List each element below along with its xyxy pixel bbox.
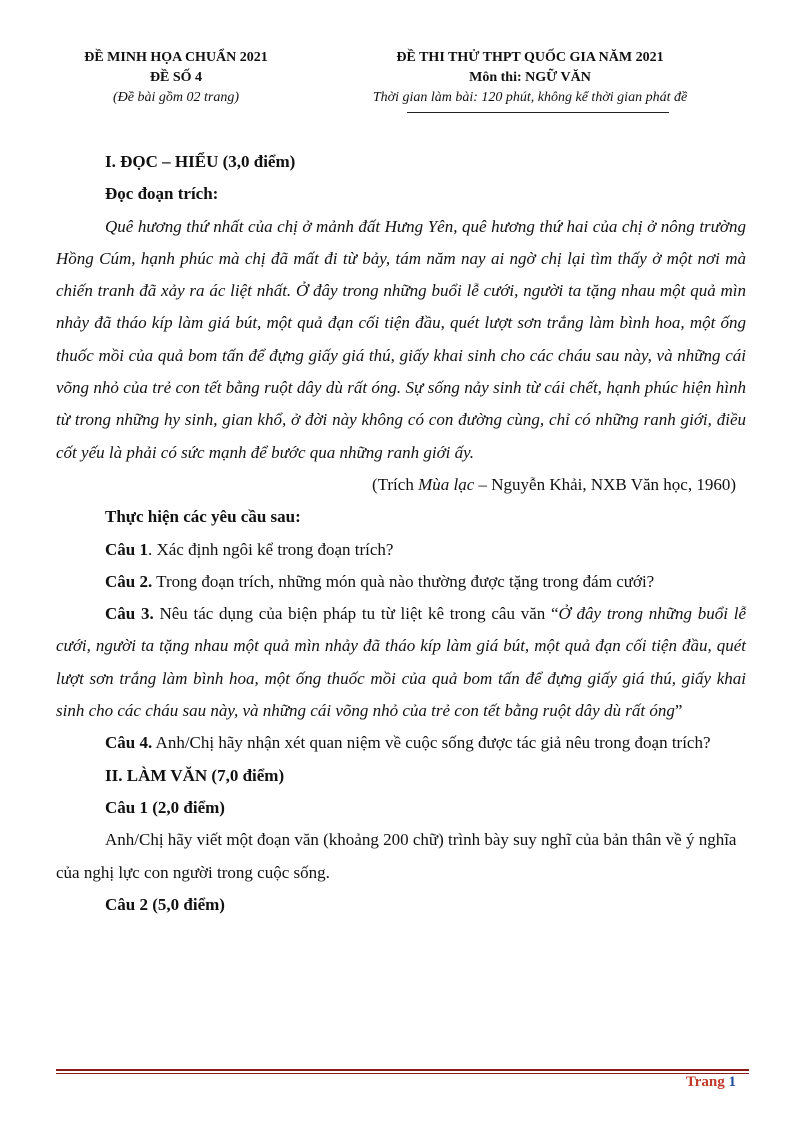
- footer-rule-thick: [56, 1069, 749, 1071]
- question-1: Câu 1. Xác định ngôi kể trong đoạn trích?: [105, 539, 394, 559]
- time-note: Thời gian làm bài: 120 phút, không kể thời gian phát đề: [372, 90, 688, 105]
- header-left: [60, 48, 292, 108]
- passage: Quê hương thứ nhất của chị ở mảnh đất Hưng Yên, quê hương thứ hai của chị ở nông trường Hồng Cúm, hạnh phúc mà chị đã mất đi từ bảy, tám năm nay ai ngờ chị lại tìm thấy ở một nơi mà chiến tranh đã xảy ra ác liệt nhất. Ở đây trong những buổi lễ cưới, người ta tặng nhau một quả mìn nhảy đã tháo kíp làm giá bút, một quả đạn cối tiện đầu, quét lượt sơn trắng làm bình hoa, một ống thuốc mồi của quả bom tấn để đựng giấy giá thú, giấy khai sinh cho các cháu sau này, và những cái võng nhỏ của trẻ con tết bằng ruột dây dù rất óng. Sự sống nảy sinh từ cái chết, hạnh phúc hiện hình từ trong những hy sinh, gian khổ, ở đời này không có con đường cùng, chỉ có những ranh giới, điều cốt yếu là phải có sức mạnh để bước qua những ranh giới ấy.: [56, 216, 746, 462]
- section1-heading: I. ĐỌC – HIỂU (3,0 điểm): [105, 152, 296, 171]
- section2-heading: II. LÀM VĂN (7,0 điểm): [105, 765, 285, 785]
- header-underline: [407, 112, 669, 113]
- document-body: [56, 146, 746, 921]
- essay-1-label: Câu 1 (2,0 điểm): [105, 797, 225, 817]
- page-footer: [686, 1074, 736, 1091]
- read-label: Đọc đoạn trích:: [105, 184, 219, 204]
- task-label: Thực hiện các yêu cầu sau:: [105, 507, 301, 527]
- exam-title: ĐỀ THI THỬ THPT QUỐC GIA NĂM 2021: [396, 50, 664, 65]
- exam-series-title: ĐỀ MINH HỌA CHUẨN 2021: [84, 50, 268, 65]
- question-4: Câu 4. Anh/Chị hãy nhận xét quan niệm về cuộc sống được tác giả nêu trong đoạn trích?: [105, 733, 711, 753]
- exam-number: ĐỀ SỐ 4: [149, 70, 203, 85]
- header-right: [330, 48, 730, 108]
- question-2: Câu 2. Trong đoạn trích, những món quà nào thường được tặng trong đám cưới?: [105, 571, 655, 591]
- page-word: Trang: [685, 1074, 725, 1090]
- footer-rule-thin: [56, 1073, 749, 1074]
- page-number: 1: [728, 1074, 736, 1090]
- question-3: Câu 3. Nêu tác dụng của biện pháp tu từ liệt kê trong câu văn “Ở đây trong những buổi lễ cưới, người ta tặng nhau một quả mìn nhảy đã tháo kíp làm giá bút, một quả đạn cối tiện đầu, quét lượt sơn trắng làm bình hoa, một ống thuốc mồi của quả bom tấn để đựng giấy giá thú, giấy khai sinh cho các cháu sau này, và những cái võng nhỏ của trẻ con tết bằng ruột dây dù rất óng”: [56, 604, 746, 721]
- page-count-note: (Đề bài gồm 02 trang): [113, 90, 239, 105]
- source-title: Mùa lạc: [418, 474, 475, 494]
- question-3-quote: Ở đây trong những buổi lễ cưới, người ta tặng nhau một quả mìn nhảy đã tháo kíp làm giá bút, một quả đạn cối tiện đầu, quét lượt sơn trắng làm bình hoa, một ống thuốc mồi của quả bom tấn để đựng giấy giá thú, giấy khai sinh cho các cháu sau này, và những cái võng nhỏ của trẻ con tết bằng ruột dây dù rất óng: [56, 604, 746, 721]
- subject-line: Môn thi: NGỮ VĂN: [469, 70, 591, 85]
- passage-source: (Trích Mùa lạc – Nguyễn Khải, NXB Văn học, 1960): [371, 474, 736, 494]
- essay-2-label: Câu 2 (5,0 điểm): [105, 894, 225, 914]
- essay-1-text: Anh/Chị hãy viết một đoạn văn (khoảng 200 chữ) trình bày suy nghĩ của bản thân về ý nghĩa của nghị lực con người trong cuộc sống.: [56, 830, 737, 882]
